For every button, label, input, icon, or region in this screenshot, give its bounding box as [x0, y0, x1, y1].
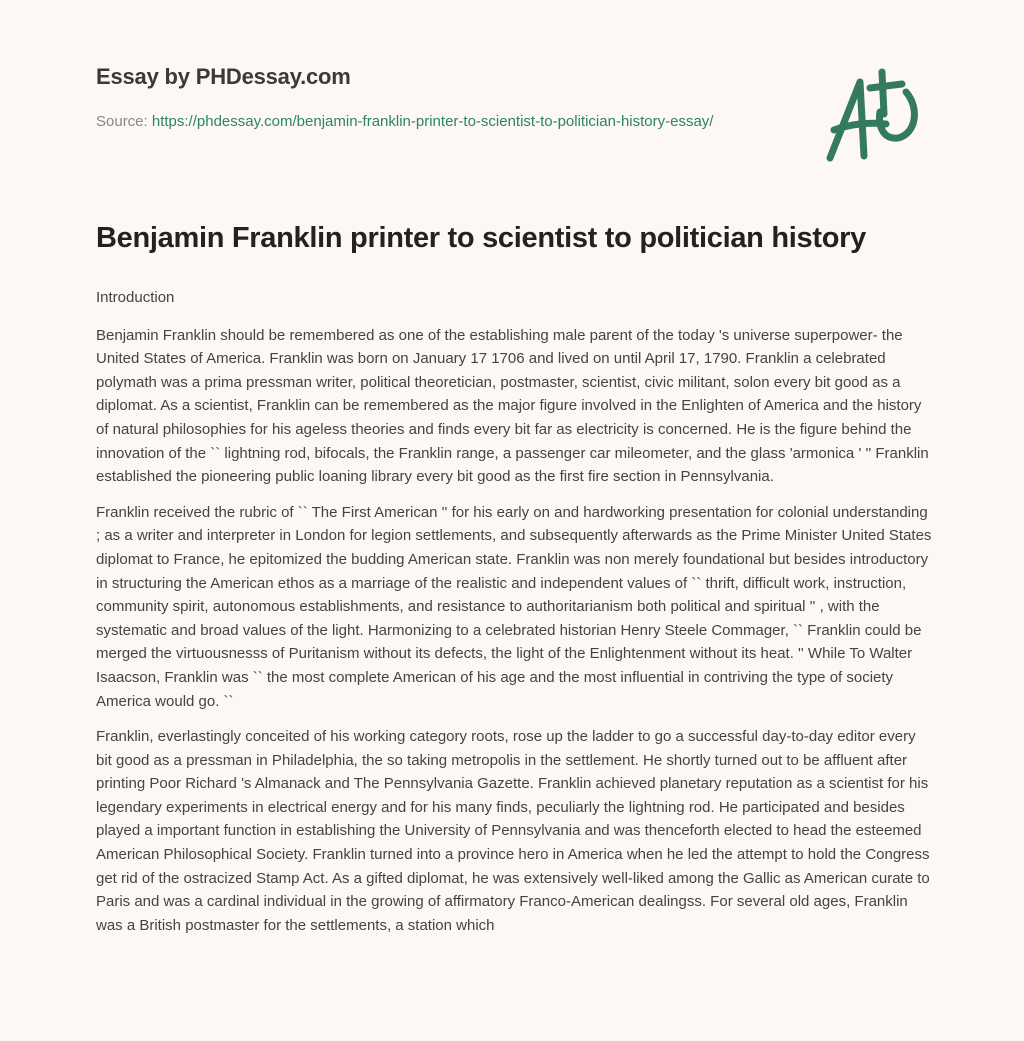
site-header [96, 64, 796, 134]
paragraph: Franklin, everlastingly conceited of his working category roots, rose up the ladder to go a successful day-to-day editor every bit good as a pressman in Philadelphia, the so taking metropolis in the settlement. He shortly turned out to be affluent after printing Poor Richard 's Almanack and The Pennsylvania Gazette. Franklin achieved planetary reputation as a scientist for his legendary experiments in electrical energy and for his many finds, peculiarly the lightning rod. He participated and besides played a important function in establishing the University of Pennsylvania and was thenceforth elected to head the esteemed American Philosophical Society. Franklin turned into a province hero in America when he led the attempt to hold the Congress get rid of the ostracized Stamp Act. As a gifted diplomat, he was extensively well-liked among the Gallic as American curate to Paris and was a cardinal individual in the growing of affirmatory Franco-American dealingss. For several old ages, Franklin was a British postmaster for the settlements, a station which [96, 728, 930, 934]
source-label: Source: [96, 113, 148, 130]
a-plus-logo-icon [820, 68, 930, 168]
section-heading: Introduction [96, 289, 175, 306]
paragraph: Franklin received the rubric of `` The First American '' for his early on and hardworking presentation for colonial understanding ; as a writer and interpreter in London for legion settlements, and subsequently afterwards as the Prime Minister United States diplomat to France, he epitomized the budding American state. Franklin was non merely foundational but besides introductory in structuring the American ethos as a marriage of the realistic and independent values of `` thrift, difficult work, instruction, community spirit, autonomous establishments, and resistance to authoritarianism both political and spiritual '' , with the systematic and broad values of the light. Harmonizing to a celebrated historian Henry Steele Commager, `` Franklin could be merged the virtuousnesss of Puritanism without its defects, the light of the Enlightenment without its heat. '' While To Walter Isaacson, Franklin was `` the most complete American of his age and the most influential in contriving the type of society America would go. `` [96, 503, 932, 710]
source-line [96, 110, 756, 134]
source-link[interactable]: https://phdessay.com/benjamin-franklin-printer-to-scientist-to-politician-history-essay/ [151, 113, 714, 130]
article-title: Benjamin Franklin printer to scientist to politician history [96, 222, 866, 254]
paragraph: Benjamin Franklin should be remembered as one of the establishing male parent of the today 's universe superpower- the United States of America. Franklin was born on January 17 1706 and lived on until April 17, 1790. Franklin a celebrated polymath was a prima pressman writer, political theoretician, postmaster, scientist, civic militant, solon every bit good as a diplomat. As a scientist, Franklin can be remembered as the major figure involved in the Enlighten of America and the history of natural philosophies for his ageless theories and finds every bit far as electricity is concerned. He is the figure behind the innovation of the `` lightning rod, bifocals, the Franklin range, a passenger car mileometer, and the glass 'armonica ' '' Franklin established the pioneering public loaning library every bit good as the first fire section in Pennsylvania. [96, 326, 929, 486]
site-brand: Essay by PHDessay.com [96, 64, 351, 89]
article-body [96, 286, 932, 949]
